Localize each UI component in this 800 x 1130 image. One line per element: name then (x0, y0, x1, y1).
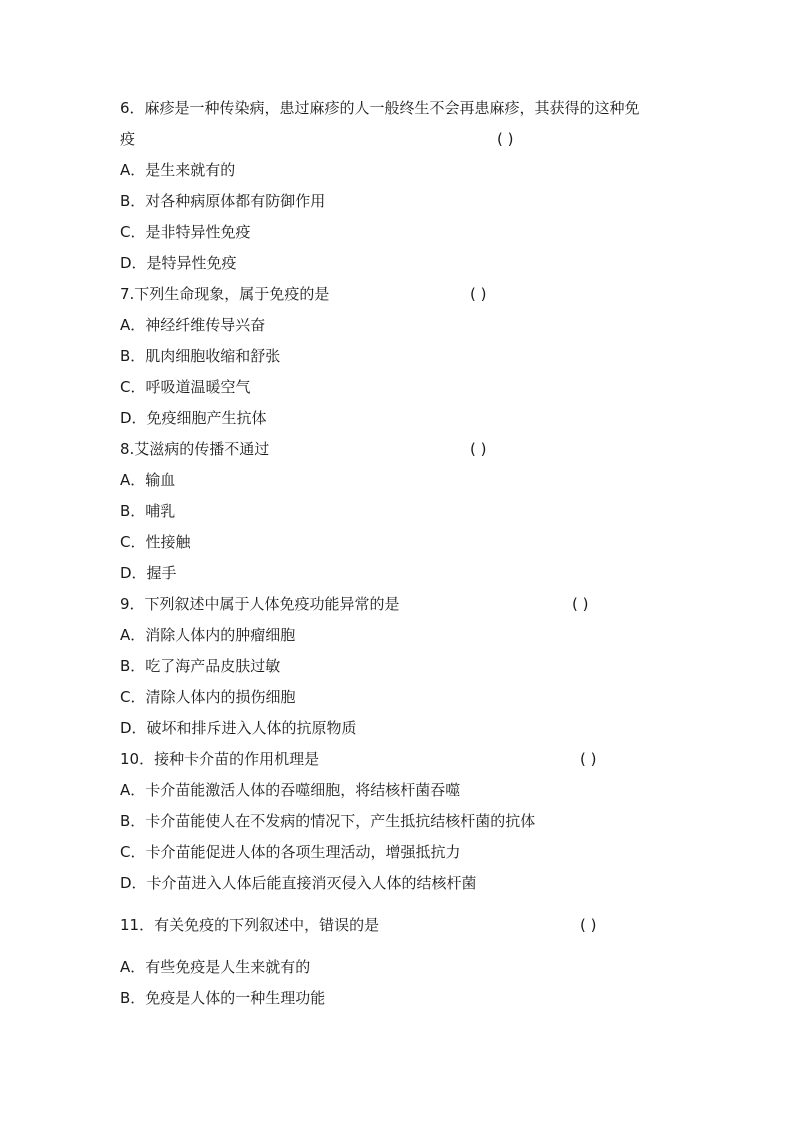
question-7-option-c: C．呼吸道温暖空气 (120, 378, 251, 396)
question-11-answer-blank: ( ) (580, 916, 597, 934)
question-9-answer-blank: ( ) (572, 595, 589, 613)
question-7-stem: 7.下列生命现象，属于免疫的是 (120, 285, 330, 303)
question-7-option-d: D．免疫细胞产生抗体 (120, 409, 267, 427)
question-8-option-a: A．输血 (120, 471, 176, 489)
question-6-stem-line1: 6．麻疹是一种传染病，患过麻疹的人一般终生不会再患麻疹，其获得的这种免 (120, 99, 640, 117)
question-6-option-b: B．对各种病原体都有防御作用 (120, 192, 326, 210)
question-10-option-b: B．卡介苗能使人在不发病的情况下，产生抵抗结核杆菌的抗体 (120, 812, 536, 830)
question-10-option-a: A．卡介苗能激活人体的吞噬细胞，将结核杆菌吞噬 (120, 781, 461, 799)
question-6-answer-blank: ( ) (497, 130, 514, 148)
question-7-option-a: A．神经纤维传导兴奋 (120, 316, 266, 334)
question-11-option-a: A．有些免疫是人生来就有的 (120, 958, 311, 976)
question-8-option-d: D．握手 (120, 564, 177, 582)
question-6-option-d: D．是特异性免疫 (120, 254, 237, 272)
question-9-option-a: A．消除人体内的肿瘤细胞 (120, 626, 296, 644)
question-6-stem-line2: 疫 (120, 130, 136, 148)
question-10-stem: 10．接种卡介苗的作用机理是 (120, 750, 320, 768)
question-10-answer-blank: ( ) (580, 750, 597, 768)
question-9-option-d: D．破坏和排斥进入人体的抗原物质 (120, 719, 357, 737)
question-11-option-b: B．免疫是人体的一种生理功能 (120, 989, 326, 1007)
question-6-option-a: A．是生来就有的 (120, 161, 236, 179)
question-7-answer-blank: ( ) (470, 285, 487, 303)
question-10-option-d: D．卡介苗进入人体后能直接消灭侵入人体的结核杆菌 (120, 874, 477, 892)
question-10-option-c: C．卡介苗能促进人体的各项生理活动，增强抵抗力 (120, 843, 461, 861)
question-7-option-b: B．肌肉细胞收缩和舒张 (120, 347, 281, 365)
question-11-stem: 11．有关免疫的下列叙述中，错误的是 (120, 916, 380, 934)
question-8-option-c: C．性接触 (120, 533, 191, 551)
question-8-stem: 8.艾滋病的传播不通过 (120, 440, 270, 458)
question-9-stem: 9．下列叙述中属于人体免疫功能异常的是 (120, 595, 400, 613)
question-8-option-b: B．哺乳 (120, 502, 176, 520)
question-9-option-c: C．清除人体内的损伤细胞 (120, 688, 296, 706)
question-9-option-b: B．吃了海产品皮肤过敏 (120, 657, 281, 675)
question-6-option-c: C．是非特异性免疫 (120, 223, 251, 241)
question-8-answer-blank: ( ) (470, 440, 487, 458)
